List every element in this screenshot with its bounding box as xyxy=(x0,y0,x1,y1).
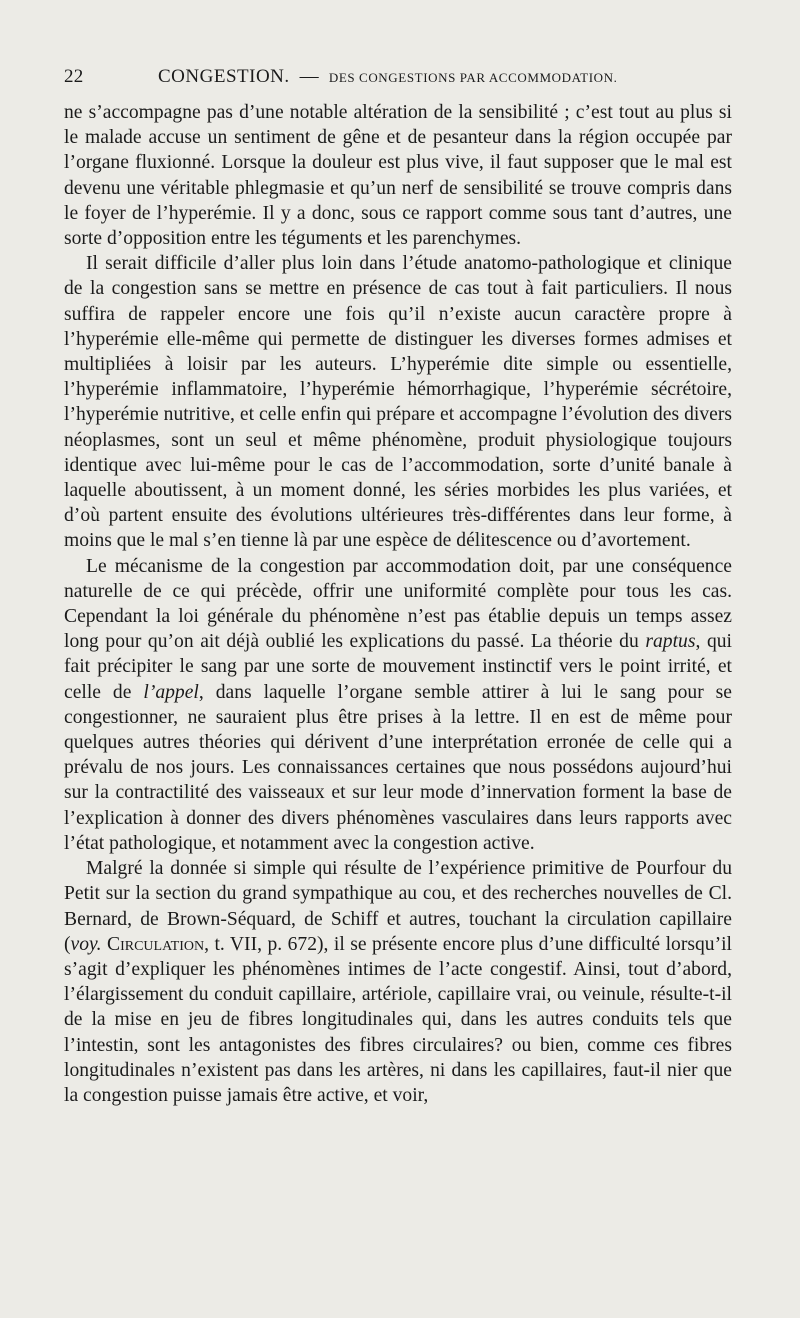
text-segment: Le mécanisme de la congestion par accommodation doit, par une conséquence naturelle de ce qui précède, offrir une uniformité complète pour tous les cas. Cependant la loi générale du phénomène n’est pas établie depuis un temps assez long pour qu’on ait déjà oublié les explications du passé. La théorie du xyxy=(64,555,732,653)
text-segment: , t. VII, p. 672), il se présente encore plus d’une difficulté lorsqu’il s’agit d’expliquer les phénomènes intimes de l’acte congestif. Ainsi, tout d’abord, l’élargissement du conduit capillaire, artériole, capillaire vrai, ou veinule, résulte-t-il de la mise en jeu de fibres longitudinales qui, dans les autres conduits tels que l’intestin, sont les antagonistes des fibres circulaires? ou bien, comme ces fibres longitudinales n’existent pas dans les artères, ni dans les capillaires, faut-il nier que la congestion puisse jamais être active, et voir, xyxy=(64,933,732,1106)
text-segment: , qui fait précipiter le sang par une sorte de mouvement instinctif vers le point irrité, et celle de xyxy=(64,631,732,703)
text-segment: Il serait difficile d’aller plus loin dans l’étude anatomo-pathologique et clinique de la congestion sans se mettre en présence de cas tout à fait particuliers. Il nous suffira de rappeler encore une fois qu’il n’existe aucun caractère propre à l’hyperémie elle-même qui permette de distinguer les diverses formes admises et multipliées à loisir par les auteurs. L’hyperémie dite simple ou essentielle, l’hyperémie inflammatoire, l’hyperémie hémorrhagique, l’hyperémie sécrétoire, l’hyperémie nutritive, et celle enfin qui prépare et accompagne l’évolution des divers néoplasmes, sont un seul et même phénomène, produit physiologique toujours identique avec lui-même pour le cas de l’accommodation, sorte d’unité banale à laquelle aboutissent, à un moment donné, les séries morbides les plus variées, et d’où partent ensuite des évolutions ultérieures très-différentes dans leur forme, à moins que le mal s’en tienne là par une espèce de délitescence ou d’avortement. xyxy=(64,253,732,552)
text-segment: ne s’accompagne pas d’une notable altération de la sensibilité ; c’est tout au plus si le malade accuse un sentiment de gêne et de pesanteur dans la région occupée par l’organe fluxionné. Lorsque la douleur est plus vive, il faut supposer que le mal est devenu une véritable phlegmasie et qu’un nerf de sensibilité se trouve compris dans le foyer de l’hyperémie. Il y a donc, sous ce rapport comme sous tant d’autres, une sorte d’opposition entre les téguments et les parenchymes. xyxy=(64,102,732,250)
italic-term: l’appel xyxy=(143,681,199,703)
page-number: 22 xyxy=(64,66,84,87)
running-subtitle: DES CONGESTIONS PAR ACCOMMODATION. xyxy=(328,70,618,85)
smallcaps-reference: Circulation xyxy=(107,933,205,955)
paragraph xyxy=(64,251,732,553)
italic-term: raptus xyxy=(645,631,696,653)
running-title: CONGESTION. xyxy=(158,66,290,87)
text-segment: , dans laquelle l’organe semble attirer à lui le sang pour se congestionner, ne sauraient plus être prises à la lettre. Il en est de même pour quelques autres théories qui dérivent d’une interprétation erronée de celle qui a prévalu de nos jours. Les connaissances certaines que nous possédons aujourd’hui sur la contractilité des vaisseaux et sur leur mode d’innervation forment la base de l’explication à donner des divers phénomènes vasculaires dans leurs rapports avec l’état pathologique, et notamment avec la congestion active. xyxy=(64,681,732,854)
text-segment: Malgré la donnée si simple qui résulte de l’expérience primitive de Pourfour du Petit sur la section du grand sympathique au cou, et des recherches nouvelles de Cl. Bernard, de Brown-Séquard, de Schiff et autres, touchant la circulation capillaire ( xyxy=(64,858,732,955)
paragraph xyxy=(64,554,732,856)
body-text xyxy=(64,100,732,1108)
header-dash: — xyxy=(299,66,319,87)
paragraph xyxy=(64,856,732,1108)
running-header xyxy=(64,66,760,100)
paragraph xyxy=(64,100,732,251)
italic-term: voy. xyxy=(70,933,102,955)
